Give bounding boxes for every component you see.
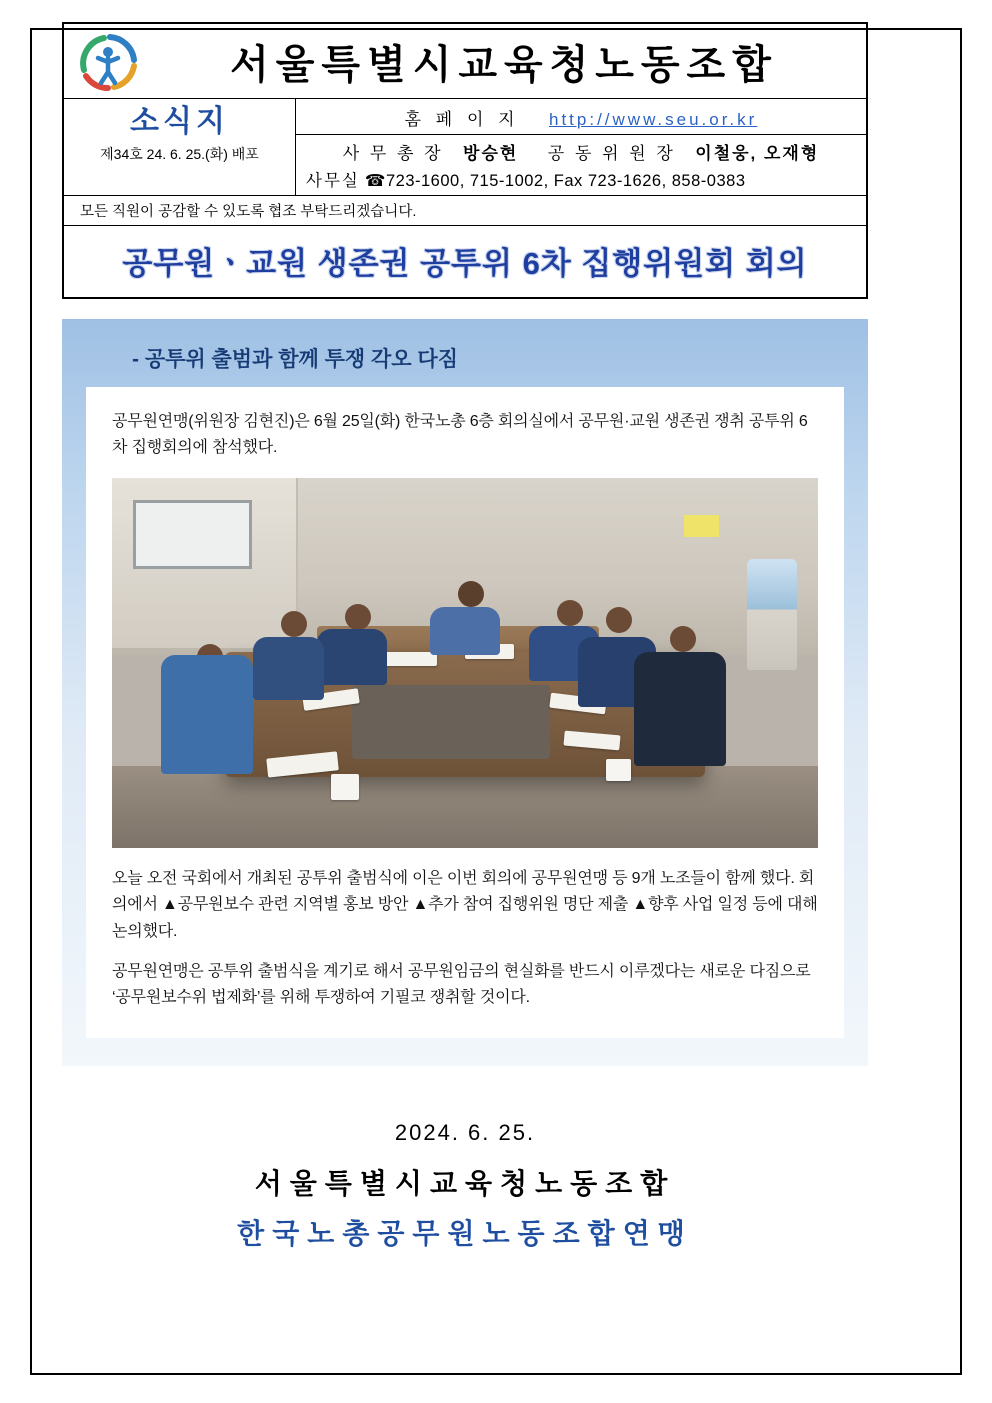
office-label: 사무실 <box>306 172 360 190</box>
newsletter-info <box>64 99 296 195</box>
notice-text: 모든 직원이 공감할 수 있도록 협조 부탁드리겠습니다. <box>64 196 866 226</box>
union-logo-icon <box>74 30 144 92</box>
masthead-title-row <box>64 24 866 99</box>
footer-date: 2024. 6. 25. <box>394 1119 536 1145</box>
contact-info <box>296 99 866 195</box>
article-paragraph-1: 공무원연맹(위원장 김현진)은 6월 25일(화) 한국노총 6층 회의실에서 공무원·교원 생존권 쟁취 공투위 6차 집행회의에 참석했다. <box>112 413 808 457</box>
cochair-role-label: 공 동 위 원 장 <box>547 144 676 163</box>
meeting-photo <box>112 478 818 848</box>
masthead-info-row <box>64 99 866 196</box>
content-container <box>62 22 868 1252</box>
issue-line: 제34호 24. 6. 25.(화) 배포 <box>100 145 259 162</box>
homepage-row <box>296 99 866 135</box>
homepage-url-link[interactable]: http://www.seu.or.kr <box>548 110 758 129</box>
article-paragraph-2: 오늘 오전 국회에서 개최된 공투위 출범식에 이은 이번 회의에 공무원연맹 등 9개 노조들이 함께 했다. 회의에서 ▲공무원보수 관련 지역별 홍보 방안 ▲추가 참여 집행위원 명단 제출 ▲향후 사업 일정 등에 대해 논의했다. <box>112 869 818 940</box>
article-paragraph-3: 공무원연맹은 공투위 출범식을 계기로 해서 공무원임금의 현실화를 반드시 이루겠다는 새로운 다짐으로 ‘공무원보수위 법제화’를 위해 투쟁하여 기필코 쟁취할 것이다. <box>112 962 811 1007</box>
main-headline: 공무원ㆍ교원 생존권 공투위 6차 집행위원회 회의 <box>122 246 808 281</box>
office-numbers: ☎723-1600, 715-1002, Fax 723-1626, 858-0383 <box>364 172 746 190</box>
office-row <box>296 166 866 195</box>
article-card <box>62 319 868 1066</box>
headline-row <box>64 226 866 297</box>
footer-org-line1: 서울특별시교육청노동조합 <box>254 1167 676 1199</box>
cochair-names: 이철웅, 오재형 <box>695 144 820 163</box>
footer-org-line2: 한국노총공무원노동조합연맹 <box>237 1217 693 1249</box>
article-sub-headline: - 공투위 출범과 함께 투쟁 각오 다짐 <box>132 348 459 371</box>
newsletter-label: 소식지 <box>130 105 229 138</box>
homepage-label: 홈 페 이 지 <box>404 110 520 129</box>
article-body <box>86 387 844 1038</box>
organization-title: 서울특별시교육청노동조합 <box>230 42 778 87</box>
footer <box>62 1120 868 1252</box>
masthead <box>62 22 868 299</box>
secretary-role-label: 사 무 총 장 <box>342 144 444 163</box>
staff-row <box>296 135 866 166</box>
secretary-name: 방승현 <box>463 144 519 163</box>
